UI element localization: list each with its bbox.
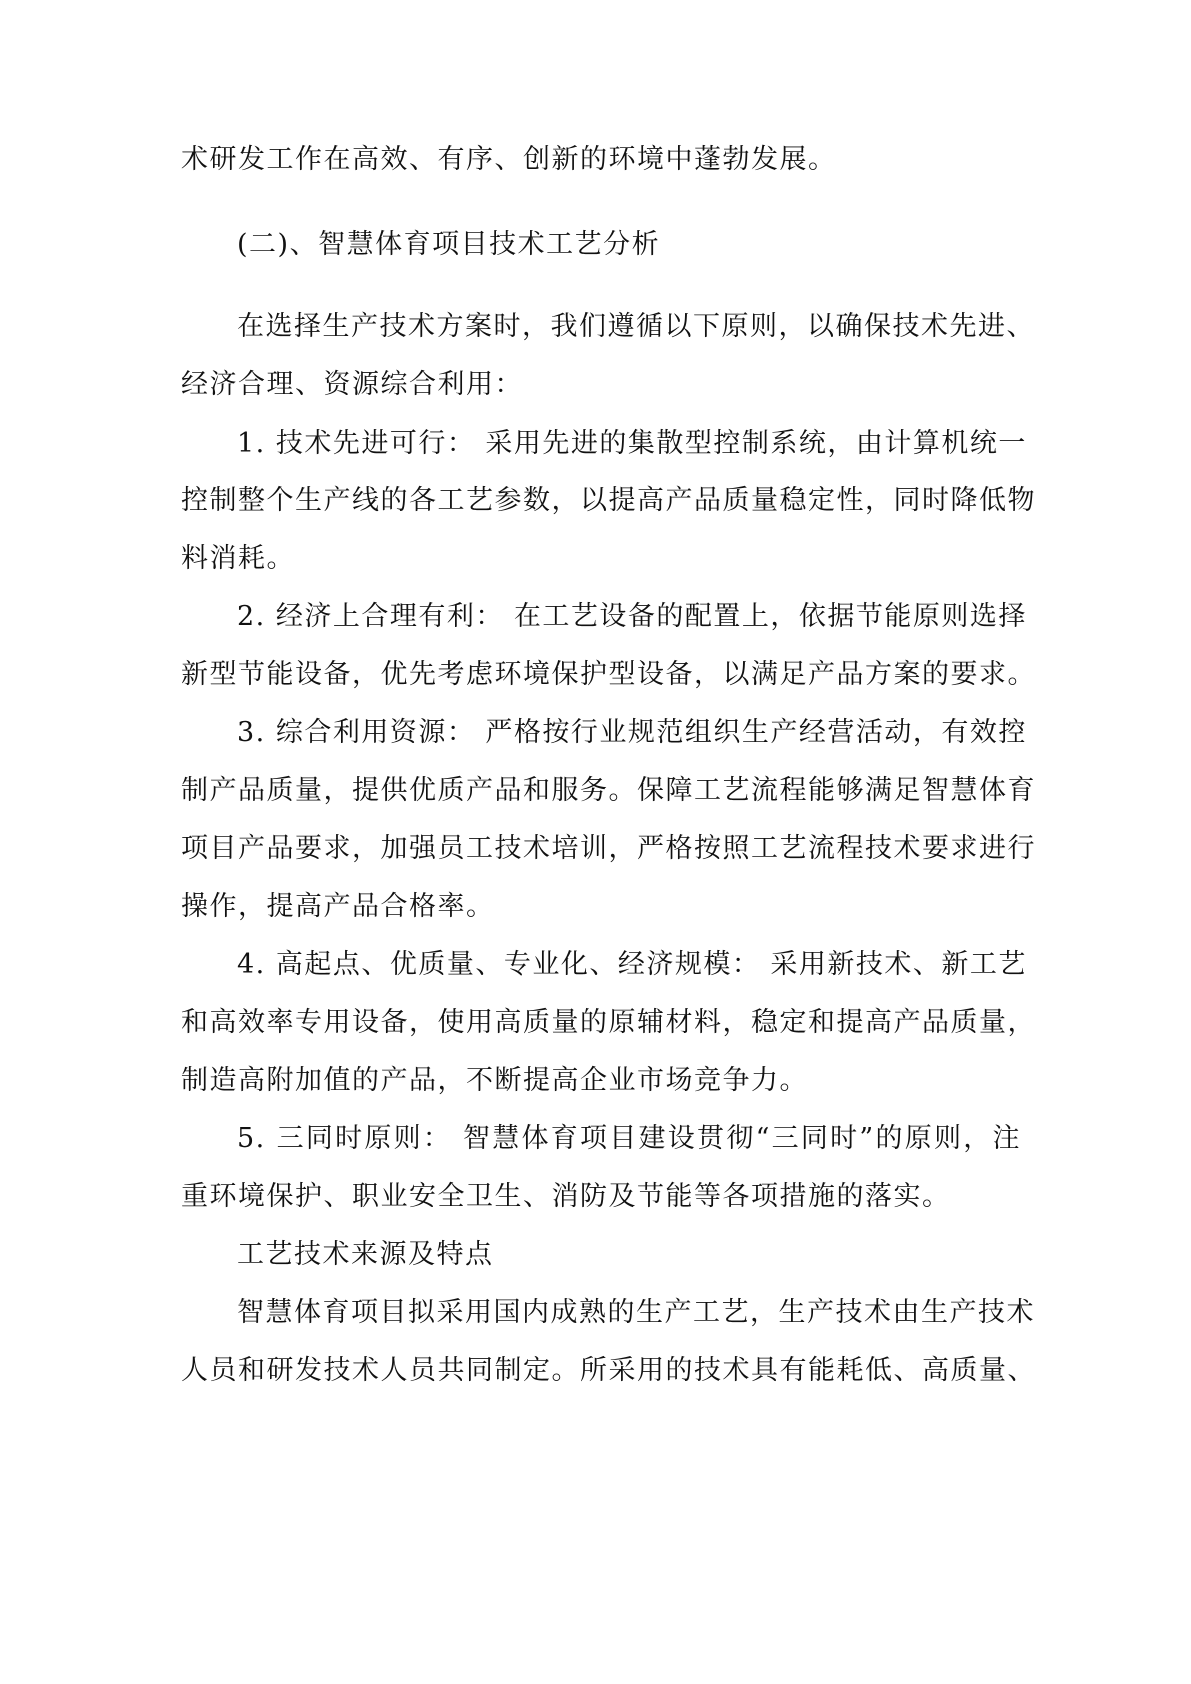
intro-paragraph-line: 在选择生产技术方案时，我们遵循以下原则，以确保技术先进、	[237, 311, 1035, 342]
principle-2-line: 新型节能设备，优先考虑环境保护型设备，以满足产品方案的要求。	[181, 659, 1036, 690]
principle-3-line: 操作，提高产品合格率。	[181, 891, 495, 922]
principle-5-line: 重环境保护、职业安全卫生、消防及节能等各项措施的落实。	[181, 1181, 951, 1212]
technology-source-line: 人员和研发技术人员共同制定。所采用的技术具有能耗低、高质量、	[181, 1355, 1036, 1386]
principle-3-line: 项目产品要求，加强员工技术培训，严格按照工艺流程技术要求进行	[181, 833, 1036, 864]
technology-source-line: 智慧体育项目拟采用国内成熟的生产工艺，生产技术由生产技术	[237, 1297, 1035, 1328]
principle-1-line: 料消耗。	[181, 543, 295, 574]
principle-5-line: 5. 三同时原则： 智慧体育项目建设贯彻“三同时”的原则，注	[237, 1123, 1021, 1154]
principle-4-line: 4. 高起点、优质量、专业化、经济规模： 采用新技术、新工艺	[237, 949, 1027, 980]
intro-paragraph-line: 经济合理、资源综合利用：	[181, 369, 523, 400]
paragraph-continuation: 术研发工作在高效、有序、创新的环境中蓬勃发展。	[181, 144, 837, 175]
principle-1-line: 1. 技术先进可行： 采用先进的集散型控制系统，由计算机统一	[237, 428, 1027, 459]
principle-3-line: 3. 综合利用资源： 严格按行业规范组织生产经营活动，有效控	[237, 717, 1027, 748]
principle-3-line: 制产品质量，提供优质产品和服务。保障工艺流程能够满足智慧体育	[181, 775, 1036, 806]
principle-4-line: 和高效率专用设备，使用高质量的原辅材料，稳定和提高产品质量，	[181, 1007, 1036, 1038]
principle-1-line: 控制整个生产线的各工艺参数，以提高产品质量稳定性，同时降低物	[181, 485, 1036, 516]
principle-4-line: 制造高附加值的产品，不断提高企业市场竞争力。	[181, 1065, 808, 1096]
principle-2-line: 2. 经济上合理有利： 在工艺设备的配置上，依据节能原则选择	[237, 601, 1027, 632]
subsection-heading: 工艺技术来源及特点	[237, 1239, 494, 1270]
section-heading: (二)、智慧体育项目技术工艺分析	[237, 229, 661, 260]
